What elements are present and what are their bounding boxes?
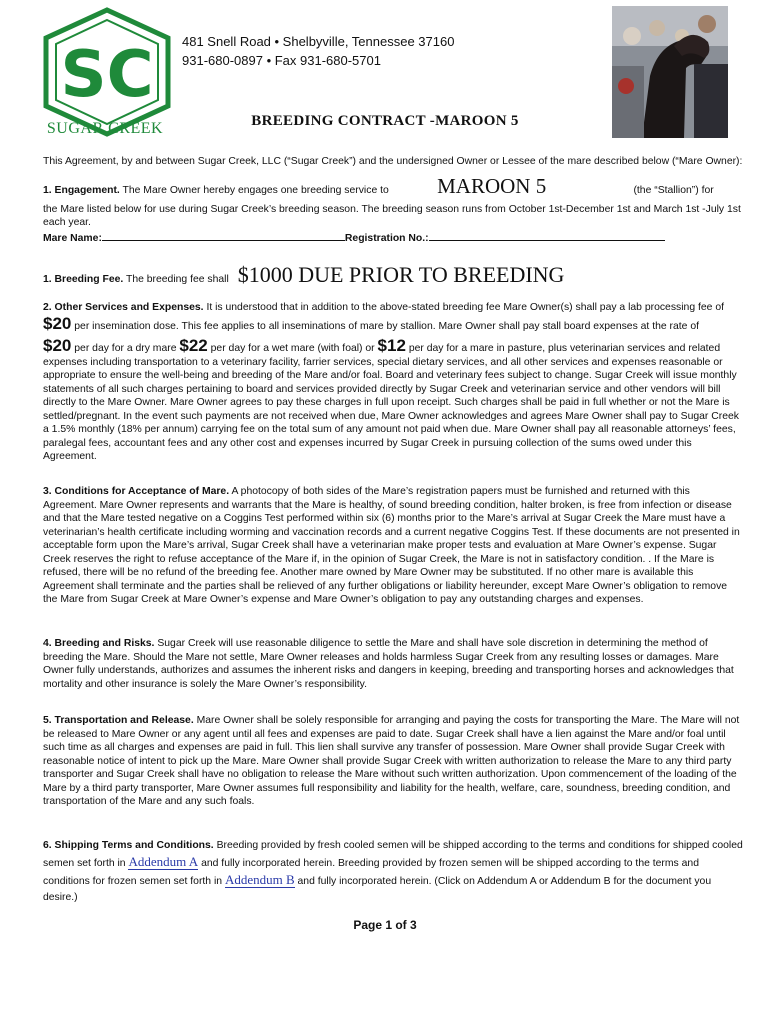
- transportation-text: Mare Owner shall be solely responsible for arranging and paying the costs for transporting the Mare. The Mare will not be released to Mare Owner or any agent until all fees and expenses are paid to date. Sugar Creek shall have a lien against the Mare and/or foal until such time as all charges and expenses are paid in full. This lien shall survive any transfer of possession. Mare Owner shall provide Sugar Creek with reasonable notice of intent to pick up the Mare. Mare Owner shall provide Sugar Creek with written authorization to release the Mare to any third party transporter and Sugar Creek shall have no obligation to release the Mare without such written authorization. Upon commencement of the loading of the Mare by a third party transporter, Mare Owner assumes full responsibility and liability for the health, welfare, care, soundness, breeding condition, and transportation of the Mare and any such foals.: [43, 715, 740, 807]
- shipping-text1: Breeding provided by fresh cooled semen will be shipped according to the terms and conditions for shipped cooled semen set forth in: [43, 840, 743, 869]
- transportation-section: [43, 714, 743, 809]
- insemination-fee-field[interactable]: $20: [43, 313, 72, 333]
- shipping-section: [43, 838, 743, 906]
- other-services-text2: per insemination dose. This fee applies to all inseminations of mare by stallion. Mare Owner shall pay stall board expenses at the rate of: [74, 320, 699, 332]
- conditions-text: A photocopy of both sides of the Mare’s registration papers must be furnished and returned with this Agreement. Mare Owner represents and warrants that the Mare is healthy, of sound breeding condition, halter broken, is free from infection or disease and that the Mare tested negative on a Coggins Test performed within six (6) months prior to the Mare’s arrival at Sugar Creek the Mare must have a veterinarian’s health certificate including worming and vaccination records and a current negative Coggins Test. If these documents are not presented in acceptable form upon the Mare’s arrival, Sugar Creek shall have a veterinarian make proper tests and evaluation at Mare Owner’s expense. Sugar Creek reserves the right to refuse acceptance of the Mare if, in the opinion of Sugar Creek, the Mare is not in satisfactory condition. . If the Mare is refused, there will be no refund of the breeding fee. Another mare owned by Mare Owner may be substituted. If no other mare is available this Agreement shall terminate and the parties shall be relieved of any further obligations or liability hereunder, except Mare Owner’s obligation to remove the Mare from Sugar Creek at Mare Owner’s expense and Mare Owner’s obligation to pay any outstanding charges and expenses.: [43, 486, 740, 605]
- engagement-section: [43, 174, 743, 245]
- wet-mare-rate-field[interactable]: $22: [179, 336, 208, 355]
- mare-fields-row: [43, 232, 743, 246]
- transportation-heading: 5. Transportation and Release.: [43, 715, 194, 726]
- dry-mare-rate-field[interactable]: $20: [43, 336, 72, 355]
- page-title: [0, 113, 770, 130]
- shipping-text2: and fully incorporated herein. Breeding provided by frozen semen will be shipped according to the terms and conditions for frozen semen set forth in: [43, 858, 699, 887]
- registration-label: Registration No.:: [344, 232, 429, 244]
- other-services-text4: per day for a wet mare (with foal) or: [210, 343, 375, 354]
- conditions-section: [43, 485, 743, 607]
- breeding-fee-heading: 1. Breeding Fee.: [43, 274, 124, 285]
- breeding-risks-section: [43, 637, 743, 691]
- breeding-fee-text: The breeding fee shall: [125, 274, 229, 285]
- other-services-heading: 2. Other Services and Expenses.: [43, 302, 204, 313]
- mare-name-input[interactable]: [102, 240, 345, 241]
- address-block: [182, 32, 454, 70]
- address-line: 481 Snell Road • Shelbyville, Tennessee 37160: [182, 34, 455, 49]
- other-services-text3: per day for a dry mare: [74, 343, 177, 354]
- registration-number-input[interactable]: [429, 240, 665, 241]
- intro-paragraph: [43, 155, 743, 169]
- engagement-continuation: the Mare listed below for use during Sugar Creek’s breeding season. The breeding season runs from October 1st-December 1st and March 1st -July 1st each year.: [43, 203, 741, 228]
- title-main: BREEDING CONTRACT -: [251, 113, 436, 129]
- stallion-field[interactable]: MAROON 5: [437, 174, 547, 198]
- page-number: Page 1 of 3: [353, 918, 417, 932]
- logo-letters: SC: [60, 38, 154, 112]
- addendum-b-link[interactable]: Addendum B: [224, 872, 295, 887]
- other-services-text5: per day for a mare in pasture, plus veterinarian services and related expenses including transportation to a veterinary facility, farrier services, special dietary services, and all other services and expenses reasonable or appropriate to ensure the well-being and breeding of the Mare and/or foal. Board and veterinary fees subject to change. Sugar Creek will issue monthly statements of all such charges pertaining to board and services provided directly by Sugar Creek and veterinarian service and other vendors will bill directly to the Mare Owner. Mare Owner agrees to pay these charges in full upon receipt. Such charges shall be paid in full whether or not the Mare is settled/pregnant. In the event such payments are not received when due, Mare Owner acknowledges and agrees Mare Owner shall pay to Sugar Creek a 1.5% monthly (18% per annum) carrying fee on the total sum of any amount not paid when due. Mare Owner shall pay all reasonable attorneys’ fees, paralegal fees, accountant fees and any other cost and expenses incurred by Sugar Creek in pursuing collection of the sums owed under this Agreement.: [43, 343, 739, 462]
- addendum-a-link[interactable]: Addendum A: [128, 854, 199, 869]
- logo-name: SUGAR CREEK: [46, 120, 164, 137]
- breeding-risks-heading: 4. Breeding and Risks.: [43, 638, 155, 649]
- breeding-fee-field[interactable]: $1000 DUE PRIOR TO BREEDING: [237, 262, 565, 287]
- breeding-fee-section: [43, 262, 743, 287]
- phone-fax-line: 931-680-0897 • Fax 931-680-5701: [182, 53, 381, 68]
- other-services-text1: It is understood that in addition to the above-stated breeding fee Mare Owner(s) shall pay a lab processing fee of: [206, 302, 724, 313]
- pasture-rate-field[interactable]: $12: [377, 336, 406, 355]
- other-services-section: [43, 301, 743, 464]
- shipping-text3: and fully incorporated herein. (Click on Addendum A or Addendum B for the document you desire.): [43, 876, 712, 903]
- breeding-risks-text: Sugar Creek will use reasonable diligence to settle the Mare and shall have sole discretion in determining the method of breeding the Mare. Should the Mare not settle, Mare Owner releases and holds harmless Sugar Creek from any resulting losses or damages. Mare Owner fully understands, authorizes and assumes the inherent risks and dangers in keeping, breeding and transporting horses and acknowledges that mortality and other insurance is solely the Mare Owner’s responsibility.: [43, 638, 734, 690]
- mare-name-label: Mare Name:: [43, 232, 102, 244]
- title-stallion: MAROON 5: [435, 113, 519, 129]
- engagement-text-after: (the “Stallion”) for: [633, 185, 714, 196]
- engagement-heading: 1. Engagement.: [43, 185, 120, 196]
- conditions-heading: 3. Conditions for Acceptance of Mare.: [43, 486, 230, 497]
- engagement-text: The Mare Owner hereby engages one breeding service to: [122, 185, 389, 196]
- shipping-heading: 6. Shipping Terms and Conditions.: [43, 840, 214, 851]
- intro-text: This Agreement, by and between Sugar Creek, LLC (“Sugar Creek”) and the undersigned Owner or Lessee of the mare described below (“Mare Owner):: [43, 156, 743, 167]
